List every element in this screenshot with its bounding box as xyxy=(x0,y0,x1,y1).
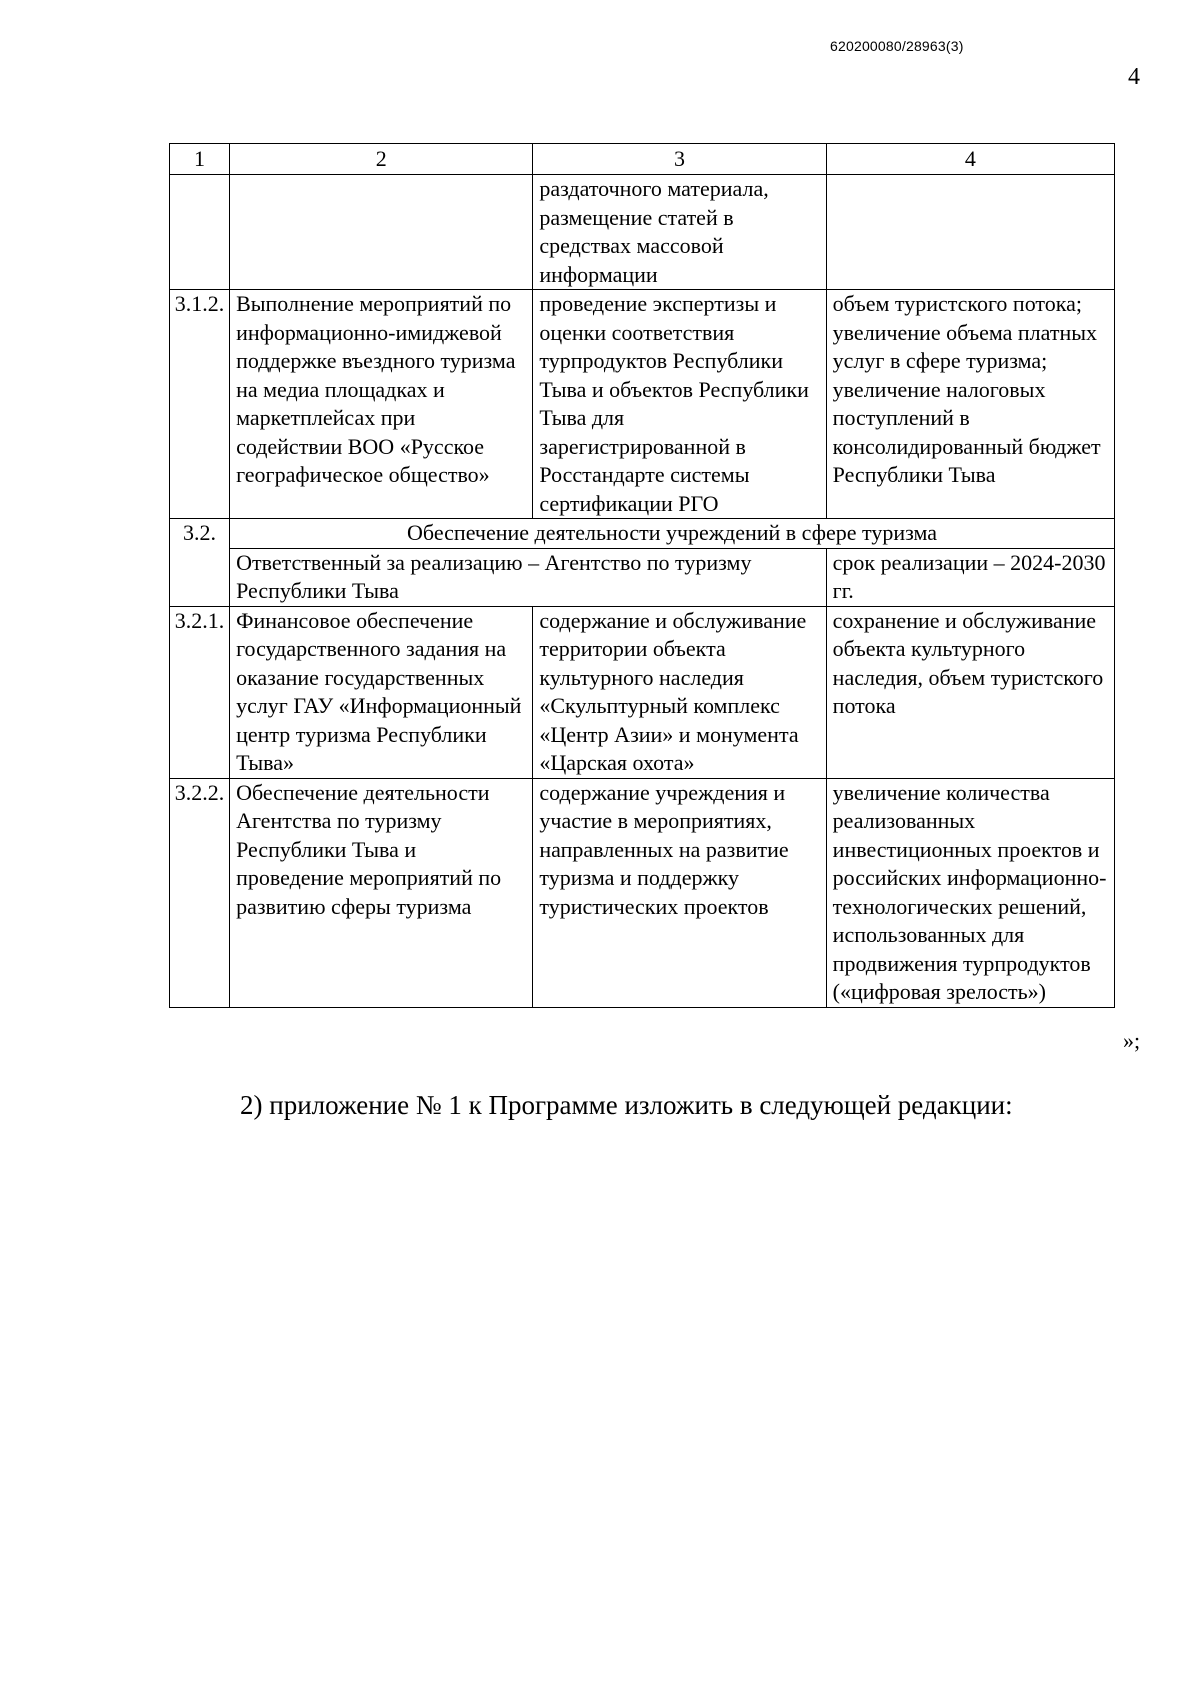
table-row-3-1-2 xyxy=(170,290,1115,519)
cell-content: содержание и обслуживание территории объекта культурного наследия «Скульптурный комплекс «Центр Азии» и монумента «Царская охота» xyxy=(533,606,826,778)
cell-num: 3.2.2. xyxy=(170,778,230,1007)
cell-result: увеличение количества реализованных инвестиционных проектов и российских информационно-технологических решений, использованных для продвижения турпродуктов («цифровая зрелость») xyxy=(826,778,1114,1007)
table-header-row xyxy=(170,144,1115,175)
program-table xyxy=(169,143,1115,1008)
cell-num: 3.2. xyxy=(170,519,230,607)
cell-num xyxy=(170,175,230,290)
cell-content: содержание учреждения и участие в мероприятиях, направленных на развитие туризма и поддержку туристических проектов xyxy=(533,778,826,1007)
responsible-cell: Ответственный за реализацию – Агентство по туризму Республики Тыва xyxy=(230,548,827,606)
table-row-3-2-responsible xyxy=(170,548,1115,606)
term-cell: срок реализации – 2024-2030 гг. xyxy=(826,548,1114,606)
cell-content: раздаточного материала, размещение статей в средствах массовой информации xyxy=(533,175,826,290)
document-id: 620200080/28963(3) xyxy=(830,38,964,54)
final-paragraph: 2) приложение № 1 к Программе изложить в следующей редакции: xyxy=(240,1090,1013,1120)
table-row-3-2-2 xyxy=(170,778,1115,1007)
table-row-3-2-1 xyxy=(170,606,1115,778)
cell-result: сохранение и обслуживание объекта культурного наследия, объем туристского потока xyxy=(826,606,1114,778)
column-header-1: 1 xyxy=(170,144,230,175)
cell-result: объем туристского потока; увеличение объема платных услуг в сфере туризма; увеличение налоговых поступлений в консолидированный бюджет Республики Тыва xyxy=(826,290,1114,519)
section-title: Обеспечение деятельности учреждений в сфере туризма xyxy=(230,519,1115,549)
cell-num: 3.1.2. xyxy=(170,290,230,519)
cell-content: проведение экспертизы и оценки соответствия турпродуктов Республики Тыва и объектов Республики Тыва для зарегистрированной в Росстандарте системы сертификации РГО xyxy=(533,290,826,519)
table-row-continuation xyxy=(170,175,1115,290)
page-number: 4 xyxy=(1128,64,1140,90)
cell-measure: Финансовое обеспечение государственного задания на оказание государственных услуг ГАУ «Информационный центр туризма Республики Тыва» xyxy=(230,606,533,778)
column-header-3: 3 xyxy=(533,144,826,175)
cell-num: 3.2.1. xyxy=(170,606,230,778)
cell-measure: Обеспечение деятельности Агентства по туризму Республики Тыва и проведение мероприятий по развитию сферы туризма xyxy=(230,778,533,1007)
column-header-2: 2 xyxy=(230,144,533,175)
cell-measure xyxy=(230,175,533,290)
table-row-3-2-title xyxy=(170,519,1115,549)
column-header-4: 4 xyxy=(826,144,1114,175)
cell-measure: Выполнение мероприятий по информационно-имиджевой поддержке въездного туризма на медиа площадках и маркетплейсах при содействии ВОО «Русское географическое общество» xyxy=(230,290,533,519)
closing-quote: »; xyxy=(1123,1028,1141,1053)
cell-result xyxy=(826,175,1114,290)
